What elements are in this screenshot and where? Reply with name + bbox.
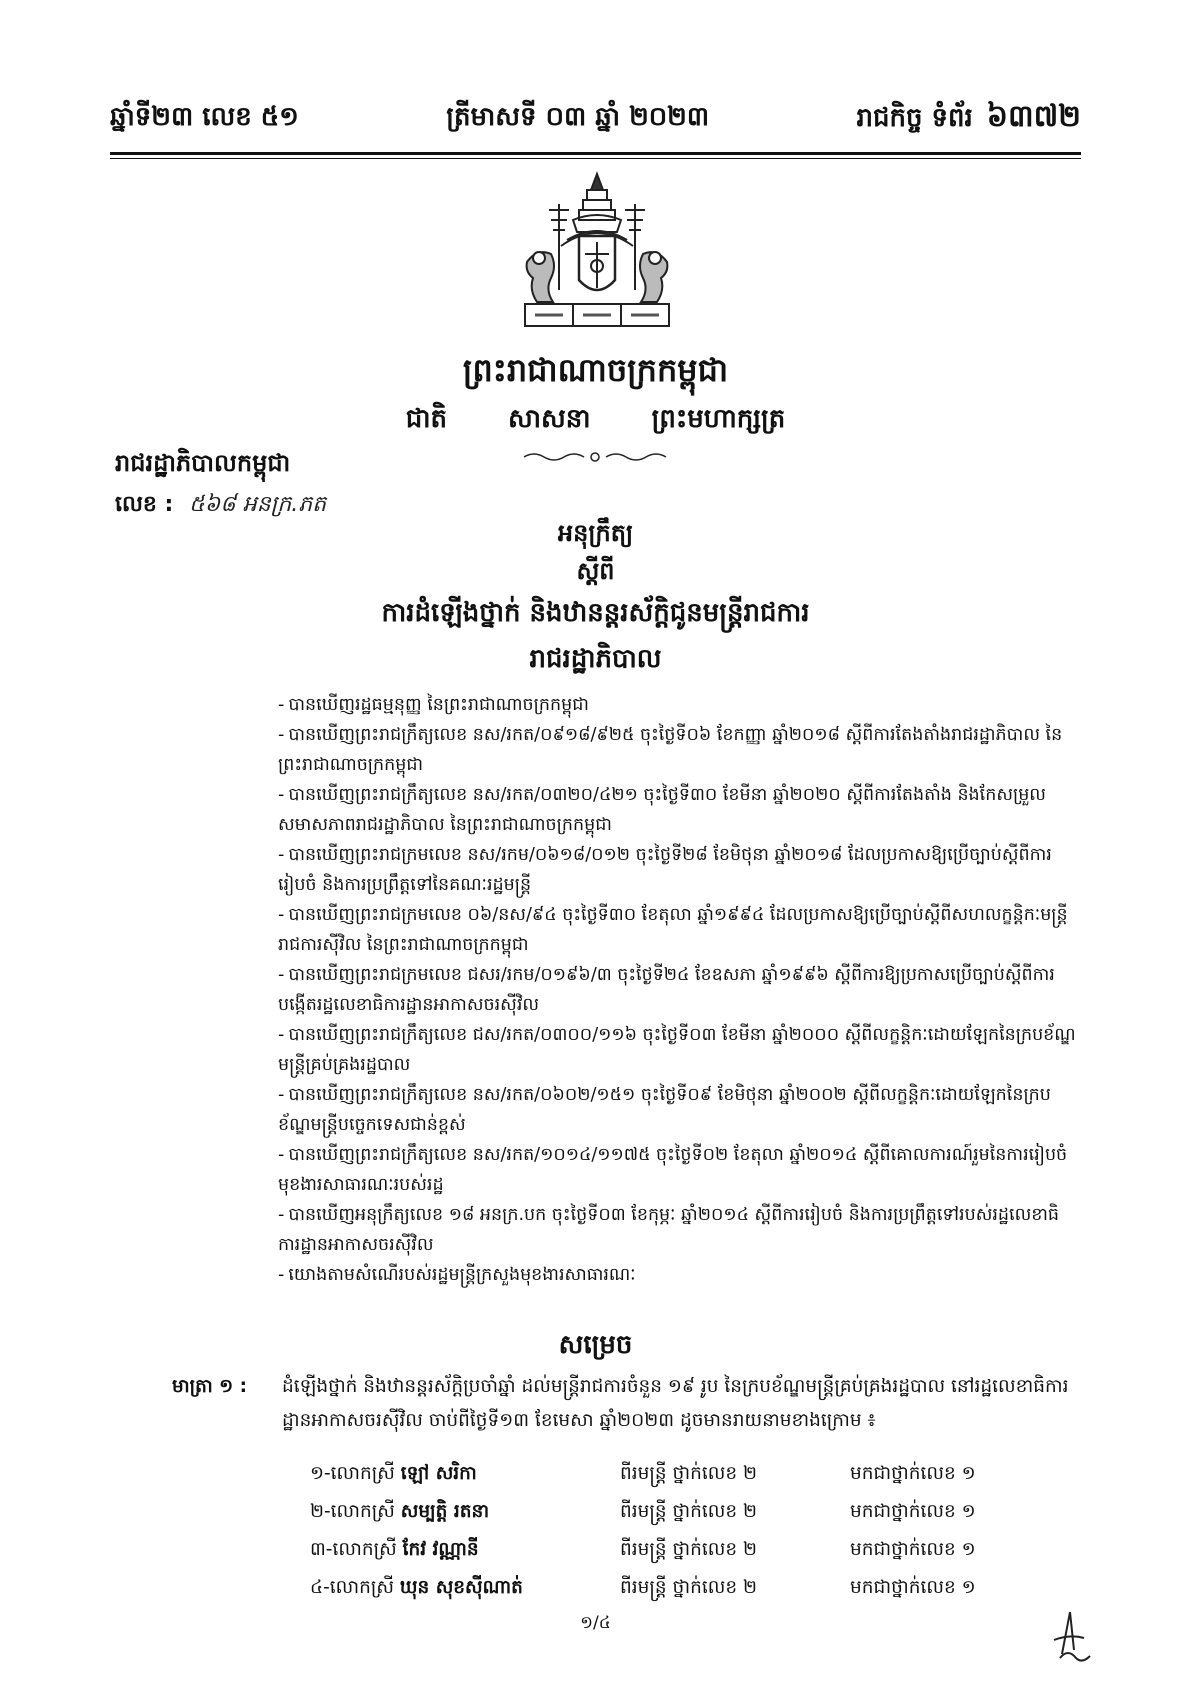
kingdom-name: ព្រះរាជាណាចក្រកម្ពុជា (462, 351, 729, 389)
preamble-item: - បានឃើញព្រះរាជក្រឹត្យលេខ ជស/រកត/០៣០០/១១៦ ចុះថ្ងៃទី០៣ ខែមីនា ឆ្នាំ២០០០ ស្តីពីលក្ខន្តិកៈដោយឡែកនៃក្របខ័ណ្ឌមន្ត្រីគ្រប់គ្រងរដ្ឋបាល (278, 1025, 1076, 1075)
official-name: កែវ វណ្ណានី (402, 1538, 479, 1560)
page-indicator: ១/៤ (580, 1613, 611, 1633)
gazette-page-number: ៦៣៧២ (986, 99, 1081, 134)
document-about: ស្តីពី (576, 557, 615, 585)
reference-label: លេខ : (115, 492, 174, 517)
initials-signature-icon (1040, 1610, 1100, 1664)
list-item: ៣-លោកស្រី កែវ វណ្ណានី ពីរមន្ត្រី ថ្នាក់លេខ ២ មកជាថ្នាក់លេខ ១ (310, 1538, 976, 1560)
reference-number: ៥៦៨ អនក្រ.ភត (189, 492, 327, 517)
issue-number: ឆ្នាំទី២៣ លេខ ៥១ (110, 102, 299, 132)
motto-religion: សាសនា (508, 404, 591, 434)
motto-nation: ជាតិ (405, 404, 447, 434)
decision-heading: សម្រេច (558, 1330, 633, 1360)
gazette-label: រាជកិច្ច ទំព័រ (856, 103, 973, 133)
article-label: មាត្រា ១ : (172, 1376, 248, 1397)
preamble-item: - បានឃើញព្រះរាជក្រមលេខ នស/រកម/០៦១៨/០១២ ចុះថ្ងៃទី២៨ ខែមិថុនា ឆ្នាំ២០១៨ ដែលប្រកាសឱ្យប្រើច្បាប់ស្តីពីការរៀបចំ និងការប្រព្រឹត្តទៅនៃគណៈរដ្ឋមន្ត្រី (278, 845, 1052, 895)
official-name: ឃុន សុខស៊ីណាត់ (399, 1576, 523, 1598)
preamble-item: - បានឃើញព្រះរាជក្រឹត្យលេខ នស/រកត/០៦០២/១៥១ ចុះថ្ងៃទី០៩ ខែមិថុនា ឆ្នាំ២០០២ ស្តីពីលក្ខន្តិកៈដោយឡែកនៃក្របខ័ណ្ឌមន្ត្រីបច្ចេកទេសជាន់ខ្ពស់ (278, 1085, 1051, 1135)
official-name: សម្បត្តិ រតនា (400, 1500, 490, 1522)
preamble-item: - បានឃើញរដ្ឋធម្មនុញ្ញ នៃព្រះរាជាណាចក្រកម្ពុជា (278, 695, 589, 715)
gazette-page (856, 97, 1081, 141)
document-subject: ការដំឡើងថ្នាក់ និងឋានន្តរស័ក្តិជូនមន្ត្រីរាជការ (381, 598, 810, 628)
government-name: រាជរដ្ឋាភិបាលកម្ពុជា (115, 449, 291, 477)
preamble-item: - បានឃើញព្រះរាជក្រមលេខ ជសរ/រកម/០១៩៦/៣ ចុះថ្ងៃទី២៤ ខែឧសភា ឆ្នាំ១៩៩៦ ស្តីពីការឱ្យប្រកាសប្រើច្បាប់ស្តីពីការបង្កើតរដ្ឋលេខាធិការដ្ឋានអាកាសចរស៊ីវិល (278, 965, 1055, 1015)
running-header (110, 95, 1081, 143)
list-item: ៤-លោកស្រី ឃុន សុខស៊ីណាត់ ពីរមន្ត្រី ថ្នាក់លេខ ២ មកជាថ្នាក់លេខ ១ (310, 1576, 976, 1598)
document-type: អនុក្រឹត្យ (557, 519, 634, 547)
preamble-item: - បានឃើញព្រះរាជក្រឹត្យលេខ នស/រកត/១០១៤/១១៧៥ ចុះថ្ងៃទី០២ ខែតុលា ឆ្នាំ២០១៤ ស្តីពីគោលការណ៍រួមនៃការរៀបចំមុខងារសាធារណៈរបស់រដ្ឋ (278, 1145, 1068, 1195)
ornament-divider-icon (520, 450, 670, 464)
list-item: ២-លោកស្រី សម្បត្តិ រតនា ពីរមន្ត្រី ថ្នាក់លេខ ២ មកជាថ្នាក់លេខ ១ (310, 1500, 976, 1522)
officials-list (310, 1456, 1030, 1608)
preamble-item: - បានឃើញព្រះរាជក្រឹត្យលេខ នស/រកត/០៣២០/៤២១ ចុះថ្ងៃទី៣០ ខែមីនា ឆ្នាំ២០២០ ស្តីពីការតែងតាំង និងកែសម្រួលសមាសភាពរាជរដ្ឋាភិបាល នៃព្រះរាជាណាចក្រកម្ពុជា (278, 785, 1046, 835)
national-motto (0, 402, 1191, 440)
article-text: ដំឡើងថ្នាក់ និងឋានន្តរស័ក្តិប្រចាំឆ្នាំ ដល់មន្ត្រីរាជការចំនួន ១៩ រូប នៃក្របខ័ណ្ឌមន្ត្រីគ្រប់គ្រងរដ្ឋបាល នៅរដ្ឋលេខាធិការដ្ឋានអាកាសចរស៊ីវិល ចាប់ពីថ្ងៃទី១៣ ខែមេសា ឆ្នាំ២០២៣ ដូចមានរាយនាមខាងក្រោម ៖ (282, 1376, 1069, 1431)
article-1 (172, 1370, 1081, 1438)
motto-king: ព្រះមហាក្សត្រ (651, 404, 786, 434)
list-item: ១-លោកស្រី ឡៅ សរិកា ពីរមន្ត្រី ថ្នាក់លេខ ២ មកជាថ្នាក់លេខ ១ (310, 1462, 976, 1484)
preamble-list (278, 690, 1081, 1290)
header-rule (110, 152, 1081, 159)
preamble-item: - បានឃើញព្រះរាជក្រឹត្យលេខ នស/រកត/០៩១៨/៩២៥ ចុះថ្ងៃទី០៦ ខែកញ្ញា ឆ្នាំ២០១៨ ស្តីពីការតែងតាំងរាជរដ្ឋាភិបាល នៃព្រះរាជាណាចក្រកម្ពុជា (278, 725, 1063, 775)
issue-date: ត្រីមាសទី ០៣ ឆ្នាំ ២០២៣ (446, 102, 710, 132)
preamble-item: - យោងតាមសំណើរបស់រដ្ឋមន្ត្រីក្រសួងមុខងារសាធារណៈ (278, 1265, 636, 1285)
royal-emblem-icon (507, 170, 687, 335)
official-name: ឡៅ សរិកា (400, 1462, 477, 1484)
preamble-item: - បានឃើញអនុក្រឹត្យលេខ ១៨ អនក្រ.បក ចុះថ្ងៃទី០៣ ខែកុម្ភៈ ឆ្នាំ២០១៤ ស្តីពីការរៀបចំ និងការប្រព្រឹត្តទៅរបស់រដ្ឋលេខាធិការដ្ឋានអាកាសចរស៊ីវិល (278, 1205, 1060, 1255)
document-issuer: រាជរដ្ឋាភិបាល (529, 644, 662, 674)
preamble-item: - បានឃើញព្រះរាជក្រមលេខ ០៦/នស/៩៤ ចុះថ្ងៃទី៣០ ខែតុលា ឆ្នាំ១៩៩៤ ដែលប្រកាសឱ្យប្រើច្បាប់ស្តីពីសហលក្ខន្តិកៈមន្ត្រីរាជការស៊ីវិល នៃព្រះរាជាណាចក្រកម្ពុជា (278, 905, 1068, 955)
